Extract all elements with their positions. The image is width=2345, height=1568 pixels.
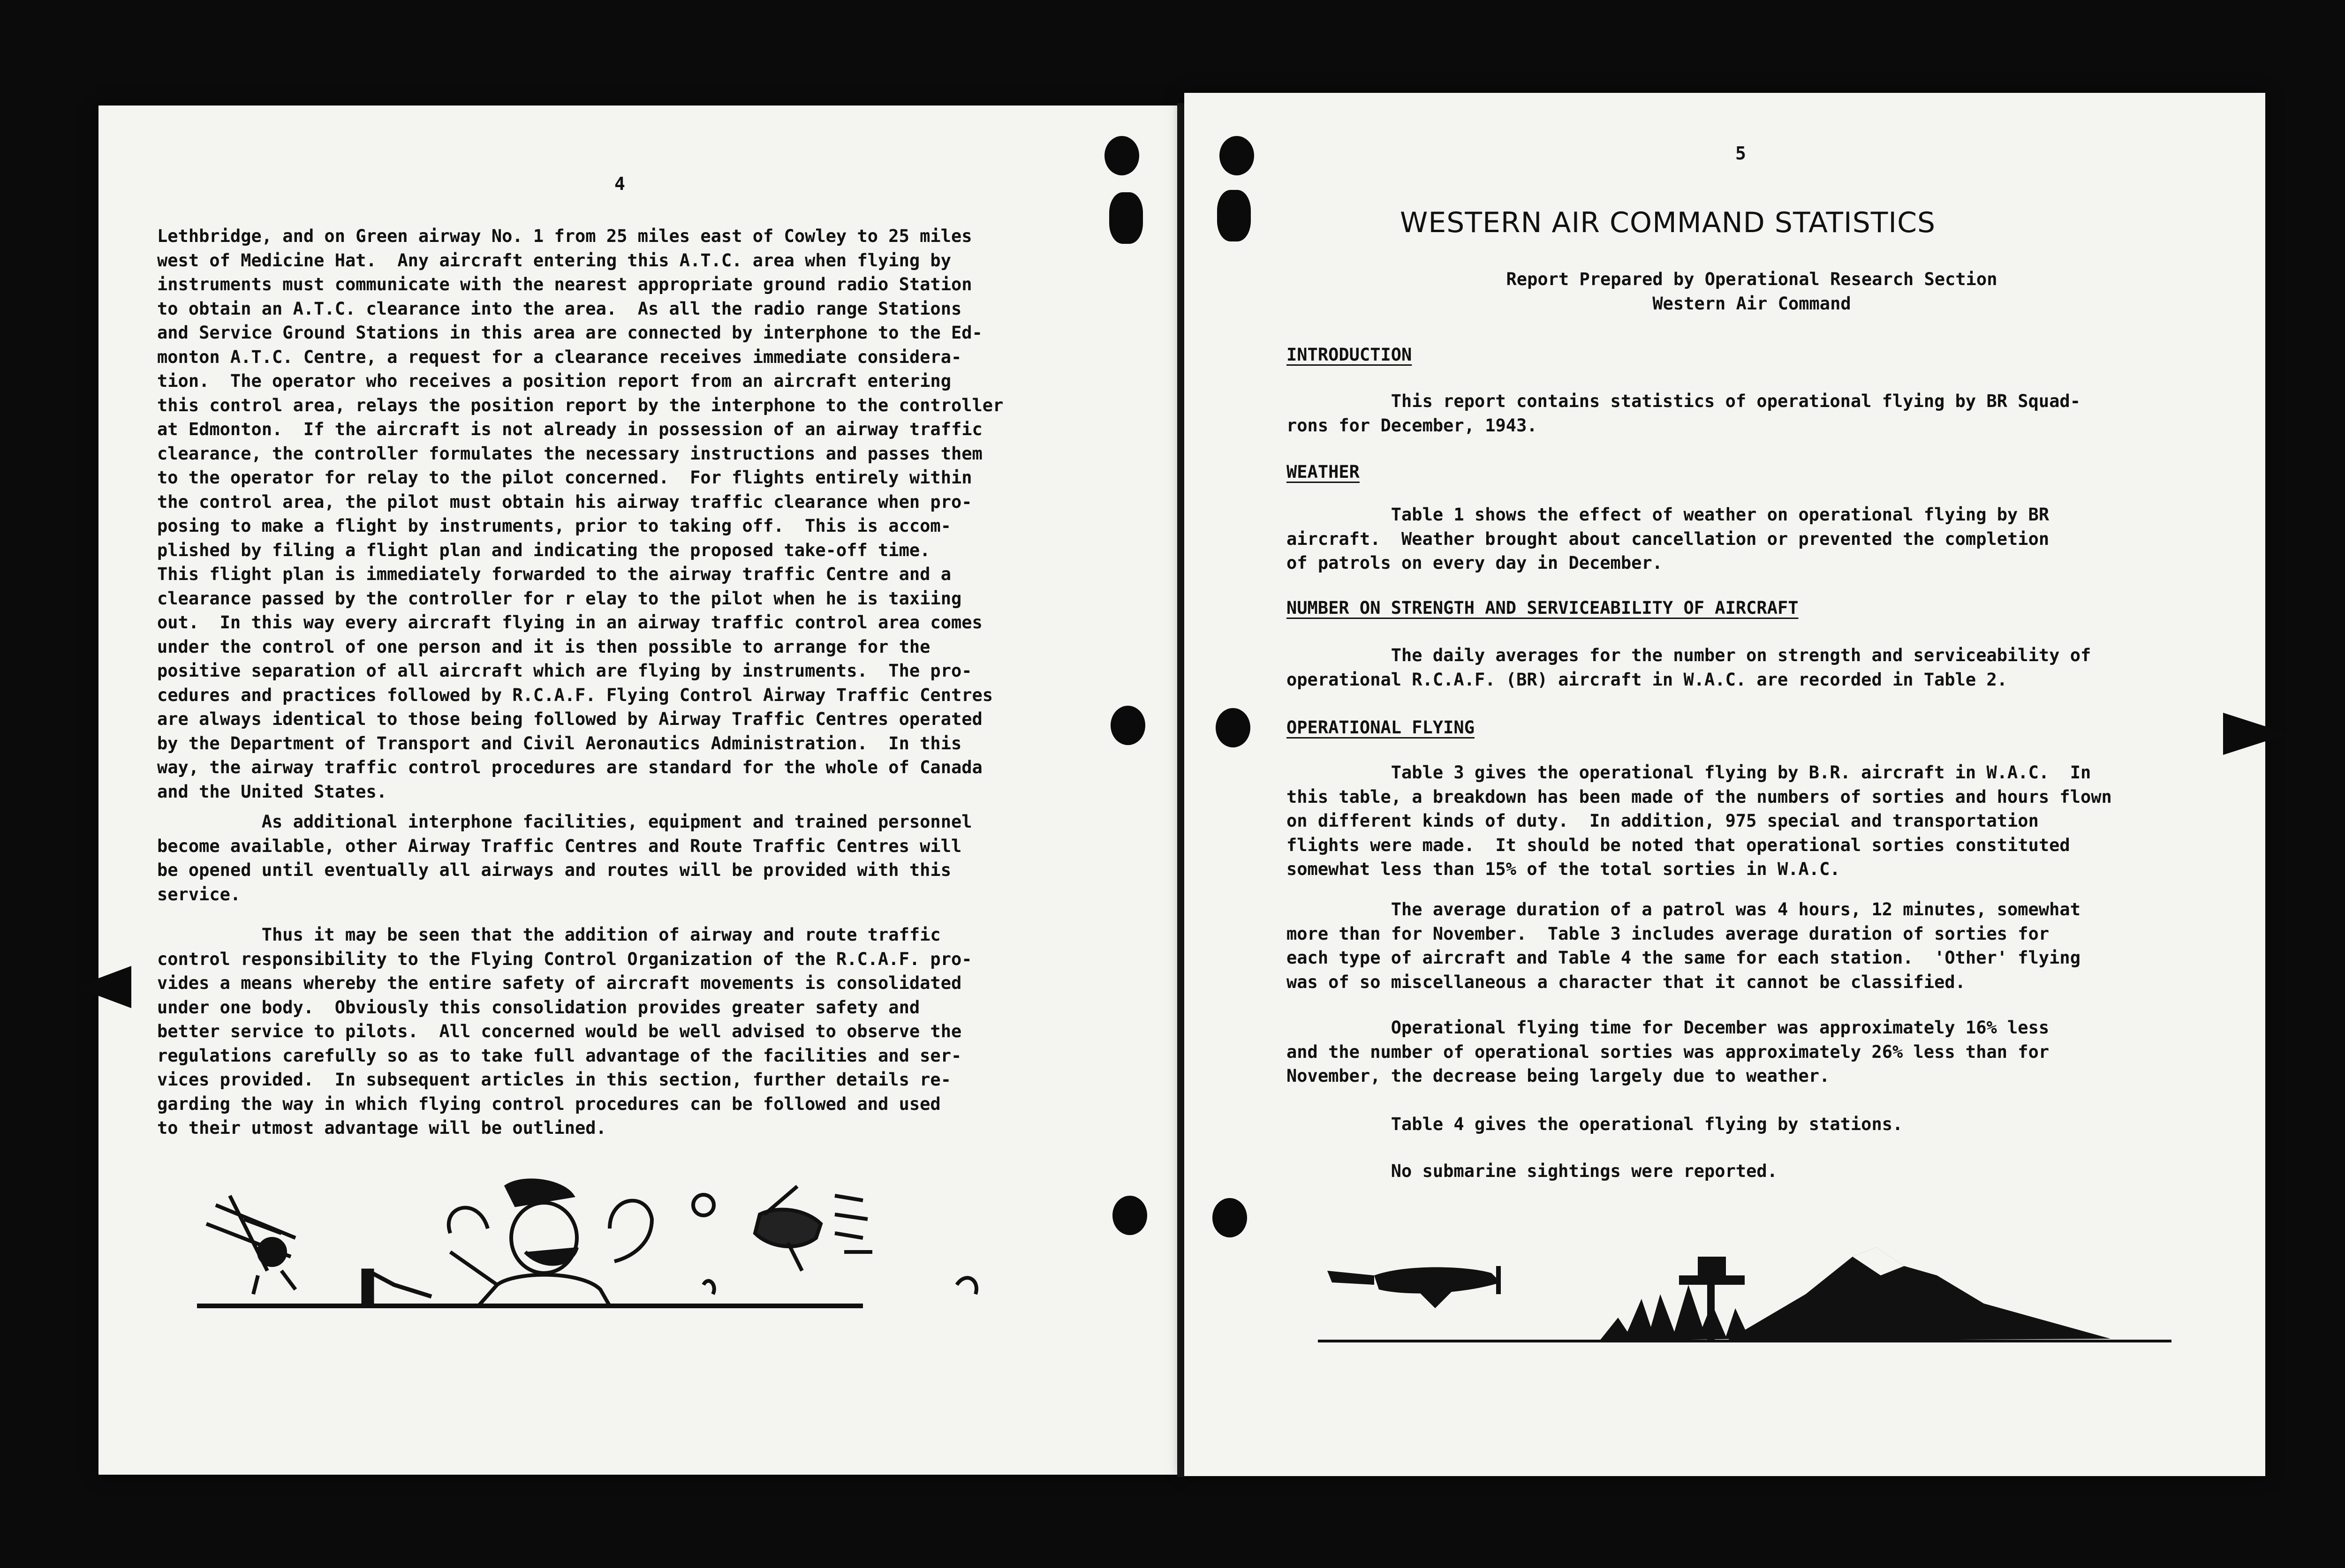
punch-hole — [1104, 136, 1139, 175]
heading-strength-serviceability: NUMBER ON STRENGTH AND SERVICEABILITY OF AIRCRAFT — [1286, 598, 1799, 618]
punch-hole — [1217, 190, 1251, 241]
punch-hole — [1111, 706, 1145, 745]
strength-text: The daily averages for the number on strength and serviceability of operational R.C.A.F. (BR) aircraft in W.A.C. are recorded in Table 2. — [1286, 645, 2091, 690]
heading-weather: WEATHER — [1286, 462, 1360, 482]
punch-hole — [1219, 136, 1254, 175]
operational-paragraph-3: Operational flying time for December was approximately 16% less and the number of operational sorties was approximately 26% less than for November, the decrease being largely due to weather. — [1286, 1018, 2050, 1086]
heading-operational-flying: OPERATIONAL FLYING — [1286, 717, 1475, 738]
report-title: WESTERN AIR COMMAND STATISTICS — [1400, 206, 1936, 239]
biplane-drawing — [206, 1196, 295, 1294]
heading-introduction: INTRODUCTION — [1286, 345, 1412, 365]
left-paragraph-1: Lethbridge, and on Green airway No. 1 from 25 miles east of Cowley to 25 miles west of Medicine Hat. Any aircraft entering this A.T.C. area when flying by instruments must communicate with the nearest appropriate ground radio Station to obtain an A.T.C. clearance into the area. As all the radio range Stations and Service Ground Stations in this area are connected by interphone to the Ed- monton A.T.C. Centre, a request for a clearance receives immediate considera- tion. The operator who receives a position report from an aircraft entering this control area, relays the position report by the interphone to the controller at Edmonton. If the aircraft is not already in possession of an airway traffic clearance, the controller formulates the necessary instructions and passes them to the operator for relay to the pilot concerned. For flights entirely within the control area, the pilot must obtain his airway traffic clearance when pro- posing to make a flight by instruments, prior to taking off. This is accom- plished by filing a flight plan and indicating the proposed take-off time. This flight plan is immediately forwarded to the airway traffic Centre and a clearance passed by the controller for r elay to the pilot when he is taxiing out. In this way every aircraft flying in an airway traffic control area comes under the control of one person and it is then possible to arrange for the positive separation of all aircraft which are flying by instruments. The pro- cedures and practices followed by R.C.A.F. Flying Control Airway Traffic Centres are always identical to those being followed by Airway Traffic Centres operated by the Department of Transport and Civil Aeronautics Administration. In this way, the airway traffic control procedures are standard for the whole of Canada and the United States. — [157, 226, 1004, 802]
operational-paragraph-5: No submarine sightings were reported. — [1286, 1161, 1778, 1181]
punch-hole — [1109, 192, 1143, 244]
punch-hole — [1112, 1196, 1147, 1235]
introduction-text: This report contains statistics of operational flying by BR Squad- rons for December, 1943. — [1286, 391, 2080, 436]
punch-hole — [1216, 708, 1250, 747]
mountain-silhouette — [1726, 1247, 2110, 1341]
operational-paragraph-1: Table 3 gives the operational flying by B.R. aircraft in W.A.C. In this table, a breakdown has been made of the numbers of sorties and hours flown on different kinds of duty. In addition, 975 special and transportation flights were made. It should be noted that operational sorties constituted somewhat less than 15% of the total sorties in W.A.C. — [1286, 762, 2112, 879]
punch-hole — [1212, 1198, 1247, 1237]
operational-paragraph-4: Table 4 gives the operational flying by stations. — [1286, 1114, 1903, 1134]
right-page-number: 5 — [1735, 143, 1746, 164]
page-gutter — [1177, 103, 1185, 1477]
cartoon-illustration — [188, 1177, 1060, 1322]
left-paragraph-2: As additional interphone facilities, equipment and trained personnel become available, other Airway Traffic Centres and Route Traffic Centres will be opened until eventually all airways and routes will be provided with this service. — [157, 812, 972, 905]
cartoon-man-drawing — [449, 1180, 652, 1306]
weather-text: Table 1 shows the effect of weather on operational flying by BR aircraft. Weather brought about cancellation or prevented the completion of patrols on every day in December. — [1286, 505, 2050, 573]
landscape-illustration — [1313, 1238, 2176, 1350]
report-subtitle — [1306, 267, 2197, 316]
left-paragraph-3: Thus it may be seen that the addition of airway and route traffic control responsibility to the Flying Control Organization of the R.C.A.F. pro- vides a means whereby the entire safety of aircraft movements is consolidated under one body. Obviously this consolidation provides greater safety and better service to pilots. All concerned would be well advised to observe the regulations carefully so as to take full advantage of the facilities and ser- vices provided. In subsequent articles in this section, further details re- garding the way in which flying control procedures can be followed and used to their utmost advantage will be outlined. — [157, 925, 972, 1138]
forest-silhouette — [1599, 1257, 1749, 1341]
left-page-number: 4 — [614, 173, 625, 194]
operational-paragraph-2: The average duration of a patrol was 4 hours, 12 minutes, somewhat more than for November. Table 3 includes average duration of sorties for each type of aircraft and Table 4 the same for each station. 'Other' flying was of so miscellaneous a character that it cannot be classified. — [1286, 899, 2080, 992]
fighter-plane-drawing — [693, 1186, 976, 1294]
fighter-plane-silhouette — [1327, 1266, 1501, 1308]
report-subtitle-line-1: Report Prepared by Operational Research Section — [1506, 269, 1997, 289]
right-edge-notch — [2223, 713, 2289, 755]
left-edge-notch — [75, 966, 131, 1008]
report-subtitle-line-2: Western Air Command — [1652, 294, 1851, 314]
